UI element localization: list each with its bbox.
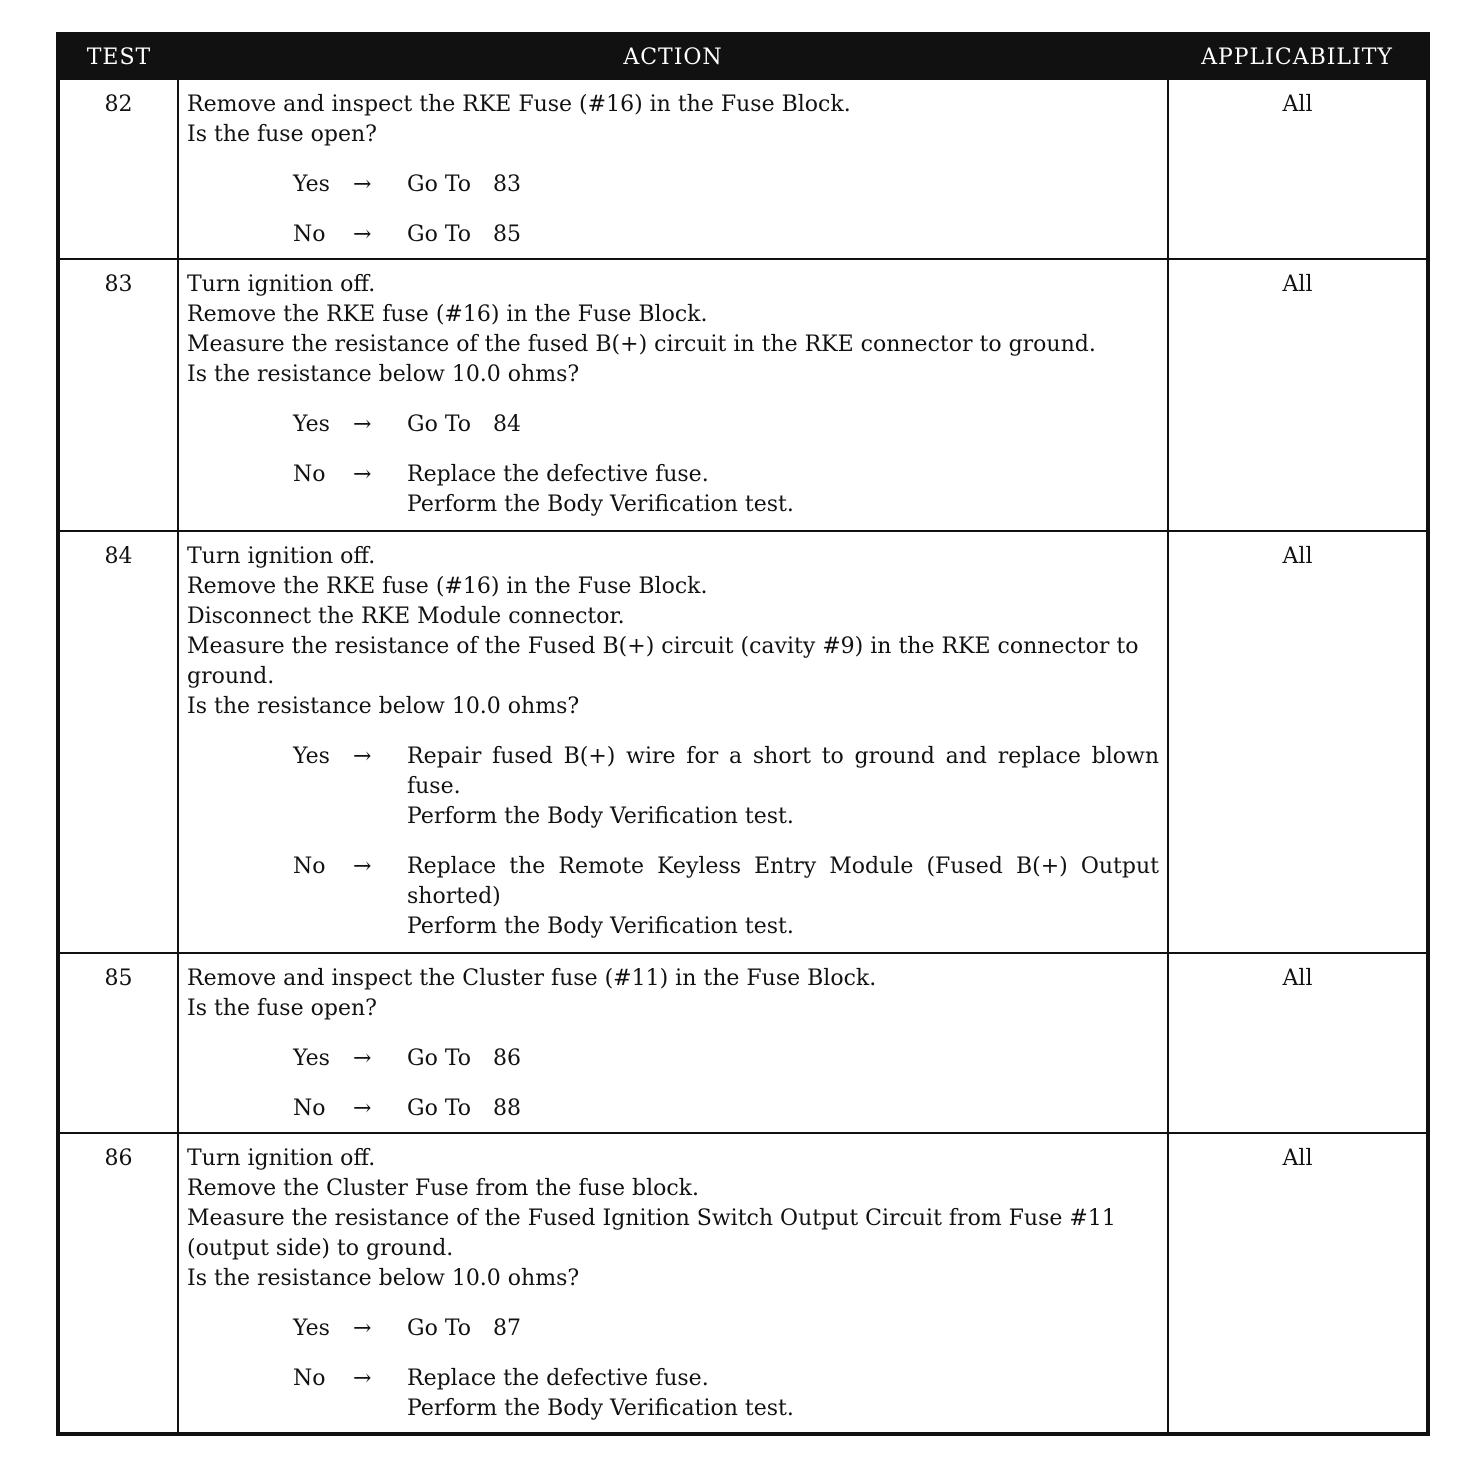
- goto-label: Go To: [407, 222, 472, 247]
- action-step: Turn ignition off.: [187, 1146, 376, 1171]
- answer-yes: [293, 410, 1159, 440]
- action-step: Remove and inspect the RKE Fuse (#16) in the Fuse Block.: [187, 92, 851, 117]
- action-step: Disconnect the RKE Module connector.: [187, 604, 625, 629]
- test-number: 84: [58, 531, 178, 953]
- action-step: Remove the RKE fuse (#16) in the Fuse Block.: [187, 302, 708, 327]
- action-cell: [178, 531, 1168, 953]
- answer-result: [407, 742, 1159, 832]
- applicability-cell: All: [1168, 79, 1428, 259]
- test-number: 85: [58, 953, 178, 1133]
- answer-label: No: [293, 462, 326, 487]
- answer-result: [407, 170, 1159, 200]
- answer-label: No: [293, 854, 326, 879]
- goto-test: 85: [493, 222, 522, 247]
- goto-label: Go To: [407, 1046, 472, 1071]
- table-row: [58, 953, 1428, 1133]
- goto-test: 87: [493, 1316, 522, 1341]
- arrow-right-icon: →: [353, 744, 372, 769]
- answer-result: [407, 1364, 1159, 1424]
- answer-list: [293, 1044, 1159, 1124]
- answer-yes: [293, 170, 1159, 200]
- answer-result: [407, 852, 1159, 942]
- answer-label: Yes: [293, 172, 330, 197]
- goto-test: 86: [493, 1046, 522, 1071]
- action-step: Turn ignition off.: [187, 272, 376, 297]
- arrow-right-icon: →: [353, 222, 372, 247]
- answer-list: [293, 1314, 1159, 1424]
- answer-list: [293, 742, 1159, 942]
- applicability-cell: All: [1168, 953, 1428, 1133]
- header-test: TEST: [58, 34, 178, 79]
- arrow-right-icon: →: [353, 1316, 372, 1341]
- answer-result: [407, 1314, 1159, 1344]
- action-step: Remove the RKE fuse (#16) in the Fuse Block.: [187, 574, 708, 599]
- answer-result: [407, 460, 1159, 520]
- answer-line: Replace the defective fuse.: [407, 1366, 709, 1391]
- answer-result: [407, 410, 1159, 440]
- answer-line: Perform the Body Verification test.: [407, 1396, 794, 1421]
- action-step: Is the resistance below 10.0 ohms?: [187, 1266, 580, 1291]
- action-step: Turn ignition off.: [187, 544, 376, 569]
- goto-label: Go To: [407, 1096, 472, 1121]
- action-step: Is the resistance below 10.0 ohms?: [187, 362, 580, 387]
- action-cell: [178, 79, 1168, 259]
- table-header: [58, 34, 1428, 79]
- goto-test: 88: [493, 1096, 522, 1121]
- action-cell: [178, 1133, 1168, 1434]
- action-step: Measure the resistance of the Fused Ignition Switch Output Circuit from Fuse #11 (output side) to ground.: [187, 1206, 1116, 1261]
- answer-line: Repair fused B(+) wire for a short to ground and replace blown fuse.: [407, 744, 1159, 799]
- answer-label: No: [293, 1366, 326, 1391]
- arrow-right-icon: →: [353, 412, 372, 437]
- answer-label: Yes: [293, 1316, 330, 1341]
- answer-label: Yes: [293, 412, 330, 437]
- answer-line: Replace the Remote Keyless Entry Module (Fused B(+) Output shorted): [407, 854, 1159, 909]
- answer-no: [293, 1364, 1159, 1424]
- header-applicability: APPLICABILITY: [1168, 34, 1428, 79]
- answer-no: [293, 220, 1159, 250]
- applicability-cell: All: [1168, 531, 1428, 953]
- action-cell: [178, 953, 1168, 1133]
- arrow-right-icon: →: [353, 1096, 372, 1121]
- action-step: Is the resistance below 10.0 ohms?: [187, 694, 580, 719]
- answer-list: [293, 170, 1159, 250]
- answer-yes: [293, 1314, 1159, 1344]
- action-step: Measure the resistance of the fused B(+) circuit in the RKE connector to ground.: [187, 332, 1096, 357]
- action-step: Measure the resistance of the Fused B(+) circuit (cavity #9) in the RKE connector to ground.: [187, 634, 1139, 689]
- answer-yes: [293, 1044, 1159, 1074]
- action-step: Remove and inspect the Cluster fuse (#11) in the Fuse Block.: [187, 966, 877, 991]
- action-cell: [178, 259, 1168, 531]
- test-number: 86: [58, 1133, 178, 1434]
- diagnostic-test-table: [56, 32, 1430, 1436]
- goto-label: Go To: [407, 172, 472, 197]
- arrow-right-icon: →: [353, 172, 372, 197]
- header-action: ACTION: [178, 34, 1168, 79]
- answer-result: [407, 220, 1159, 250]
- answer-yes: [293, 742, 1159, 832]
- table-body: [58, 79, 1428, 1434]
- table-row: [58, 259, 1428, 531]
- arrow-right-icon: →: [353, 1046, 372, 1071]
- table-row: [58, 531, 1428, 953]
- test-number: 82: [58, 79, 178, 259]
- applicability-cell: All: [1168, 1133, 1428, 1434]
- action-step: Remove the Cluster Fuse from the fuse block.: [187, 1176, 699, 1201]
- applicability-cell: All: [1168, 259, 1428, 531]
- answer-label: No: [293, 222, 326, 247]
- answer-line: Perform the Body Verification test.: [407, 804, 794, 829]
- answer-line: Perform the Body Verification test.: [407, 914, 794, 939]
- goto-label: Go To: [407, 412, 472, 437]
- header-row: [58, 34, 1428, 79]
- action-step: Is the fuse open?: [187, 996, 377, 1021]
- action-step: Is the fuse open?: [187, 122, 377, 147]
- goto-test: 83: [493, 172, 522, 197]
- answer-list: [293, 410, 1159, 520]
- arrow-right-icon: →: [353, 854, 372, 879]
- test-number: 83: [58, 259, 178, 531]
- goto-test: 84: [493, 412, 522, 437]
- answer-label: Yes: [293, 1046, 330, 1071]
- answer-line: Replace the defective fuse.: [407, 462, 709, 487]
- answer-no: [293, 852, 1159, 942]
- goto-label: Go To: [407, 1316, 472, 1341]
- answer-no: [293, 1094, 1159, 1124]
- arrow-right-icon: →: [353, 462, 372, 487]
- answer-result: [407, 1094, 1159, 1124]
- answer-no: [293, 460, 1159, 520]
- table-row: [58, 79, 1428, 259]
- answer-line: Perform the Body Verification test.: [407, 492, 794, 517]
- answer-label: Yes: [293, 744, 330, 769]
- answer-label: No: [293, 1096, 326, 1121]
- arrow-right-icon: →: [353, 1366, 372, 1391]
- answer-result: [407, 1044, 1159, 1074]
- table-row: [58, 1133, 1428, 1434]
